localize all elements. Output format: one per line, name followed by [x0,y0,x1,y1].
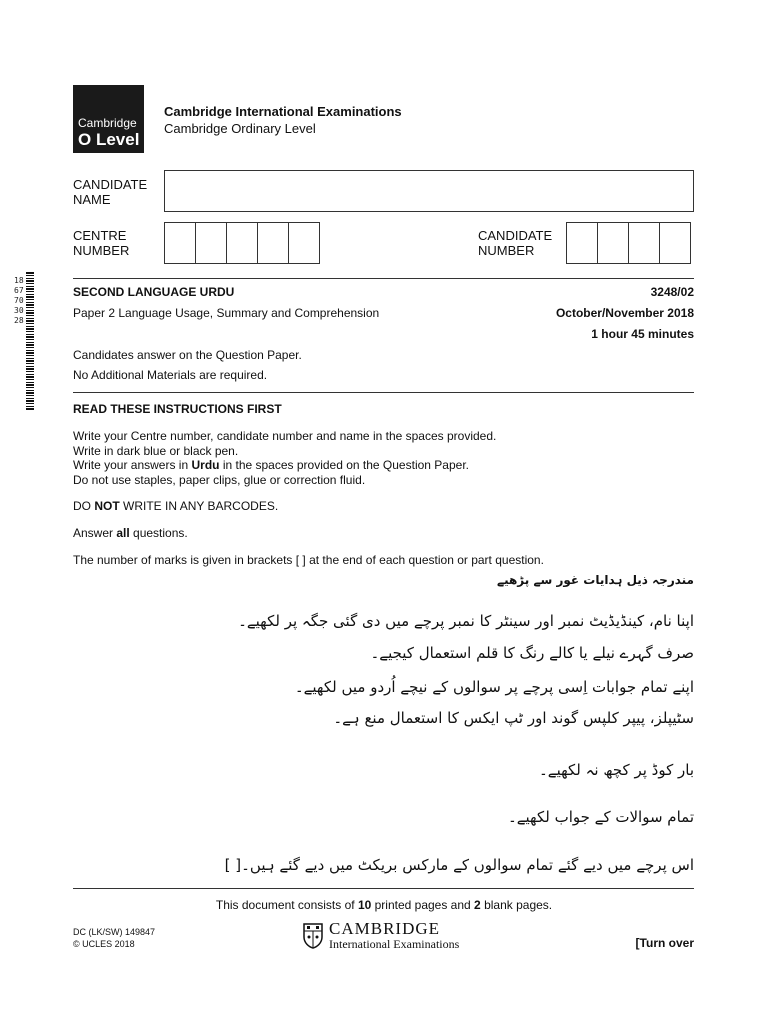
candidate-number-cell[interactable] [659,222,691,264]
logo-bottom-text: O Level [78,130,140,149]
candidate-number-label: CANDIDATE NUMBER [478,228,553,258]
candidate-number-cell[interactable] [566,222,598,264]
org-name: Cambridge International Examinations [164,104,402,119]
instruction-line: Write your Centre number, candidate number and name in the spaces provided. [73,429,497,443]
exam-session: October/November 2018 [555,306,694,320]
candidate-name-field[interactable] [164,170,694,212]
urdu-heading: مندرجہ ذیل ہدایات غور سے پڑھیے [497,573,694,587]
answer-instruction: Answer all questions. [73,526,188,540]
instruction-line: Do not use staples, paper clips, glue or correction fluid. [73,472,366,487]
candidate-name-label: CANDIDATE NAME [73,177,148,207]
divider-bottom [73,888,694,889]
materials-line-1: Candidates answer on the Question Paper. [73,348,302,362]
barcode [26,272,34,410]
urdu-line-7: اس پرچے میں دیے گئے تمام سوالوں کے مارکس بریکٹ میں دیے گئے ہیں۔[ ] [224,856,694,874]
cambridge-wordmark: CAMBRIDGE [329,919,441,938]
instructions-block [73,429,496,487]
centre-number-cell[interactable] [195,222,227,264]
candidate-number-field[interactable] [566,222,690,264]
logo-top-text: Cambridge [78,116,137,130]
urdu-line-4: سٹیپلز، پیپر کلپس گوند اور ٹپ ایکس کا استعمال منع ہے۔ [333,709,694,727]
qualification-level: Cambridge Ordinary Level [164,121,316,136]
centre-number-label: CENTRE NUMBER [73,228,130,258]
cambridge-footer-logo [303,921,459,951]
subject-title: SECOND LANGUAGE URDU [73,285,235,299]
divider-middle [73,392,694,393]
urdu-line-2: صرف گہرے نیلے یا کالے رنگ کا قلم استعمال کیجیے۔ [370,644,694,662]
candidate-number-cell[interactable] [597,222,629,264]
centre-number-cell[interactable] [226,222,258,264]
instruction-line: Write your answers in Urdu in the spaces provided on the Question Paper. [73,458,469,472]
instruction-line: Write in dark blue or black pen. [73,443,239,458]
centre-number-field[interactable] [164,222,319,264]
barcode-instruction: DO NOT WRITE IN ANY BARCODES. [73,499,279,513]
urdu-line-5: بار کوڈ پر کچھ نہ لکھیے۔ [539,761,694,779]
paper-code: 3248/02 [650,285,694,299]
candidate-number-cell[interactable] [628,222,660,264]
centre-number-cell[interactable] [257,222,289,264]
urdu-line-3: اپنے تمام جوابات اِسی پرچے پر سوالوں کے نیچے اُردو میں لکھیے۔ [294,678,694,696]
centre-number-cell[interactable] [288,222,320,264]
turn-over: [Turn over [635,936,694,950]
divider-top [73,278,694,279]
instructions-heading: READ THESE INSTRUCTIONS FIRST [73,402,282,416]
materials-line-2: No Additional Materials are required. [73,368,268,382]
cambridge-o-level-logo [73,85,144,153]
copyright: © UCLES 2018 [73,939,135,949]
centre-number-cell[interactable] [164,222,196,264]
urdu-line-1: اپنا نام، کینڈیڈیٹ نمبر اور سینٹر کا نمبر پرچے میں دی گئی جگہ پر لکھیے۔ [238,612,694,630]
barcode-number: 1867703028 [14,276,24,325]
cambridge-shield-icon [303,923,323,949]
document-reference-block [73,926,155,950]
urdu-line-6: تمام سوالات کے جواب لکھیے۔ [507,808,694,826]
cambridge-subtitle: International Examinations [329,937,460,951]
marks-instruction: The number of marks is given in brackets [ ] at the end of each question or part question. [73,553,544,567]
exam-duration: 1 hour 45 minutes [591,327,694,341]
page-count: This document consists of 10 printed pages and 2 blank pages. [215,898,553,912]
document-reference: DC (LK/SW) 149847 [73,927,156,937]
paper-title: Paper 2 Language Usage, Summary and Comprehension [73,306,380,320]
